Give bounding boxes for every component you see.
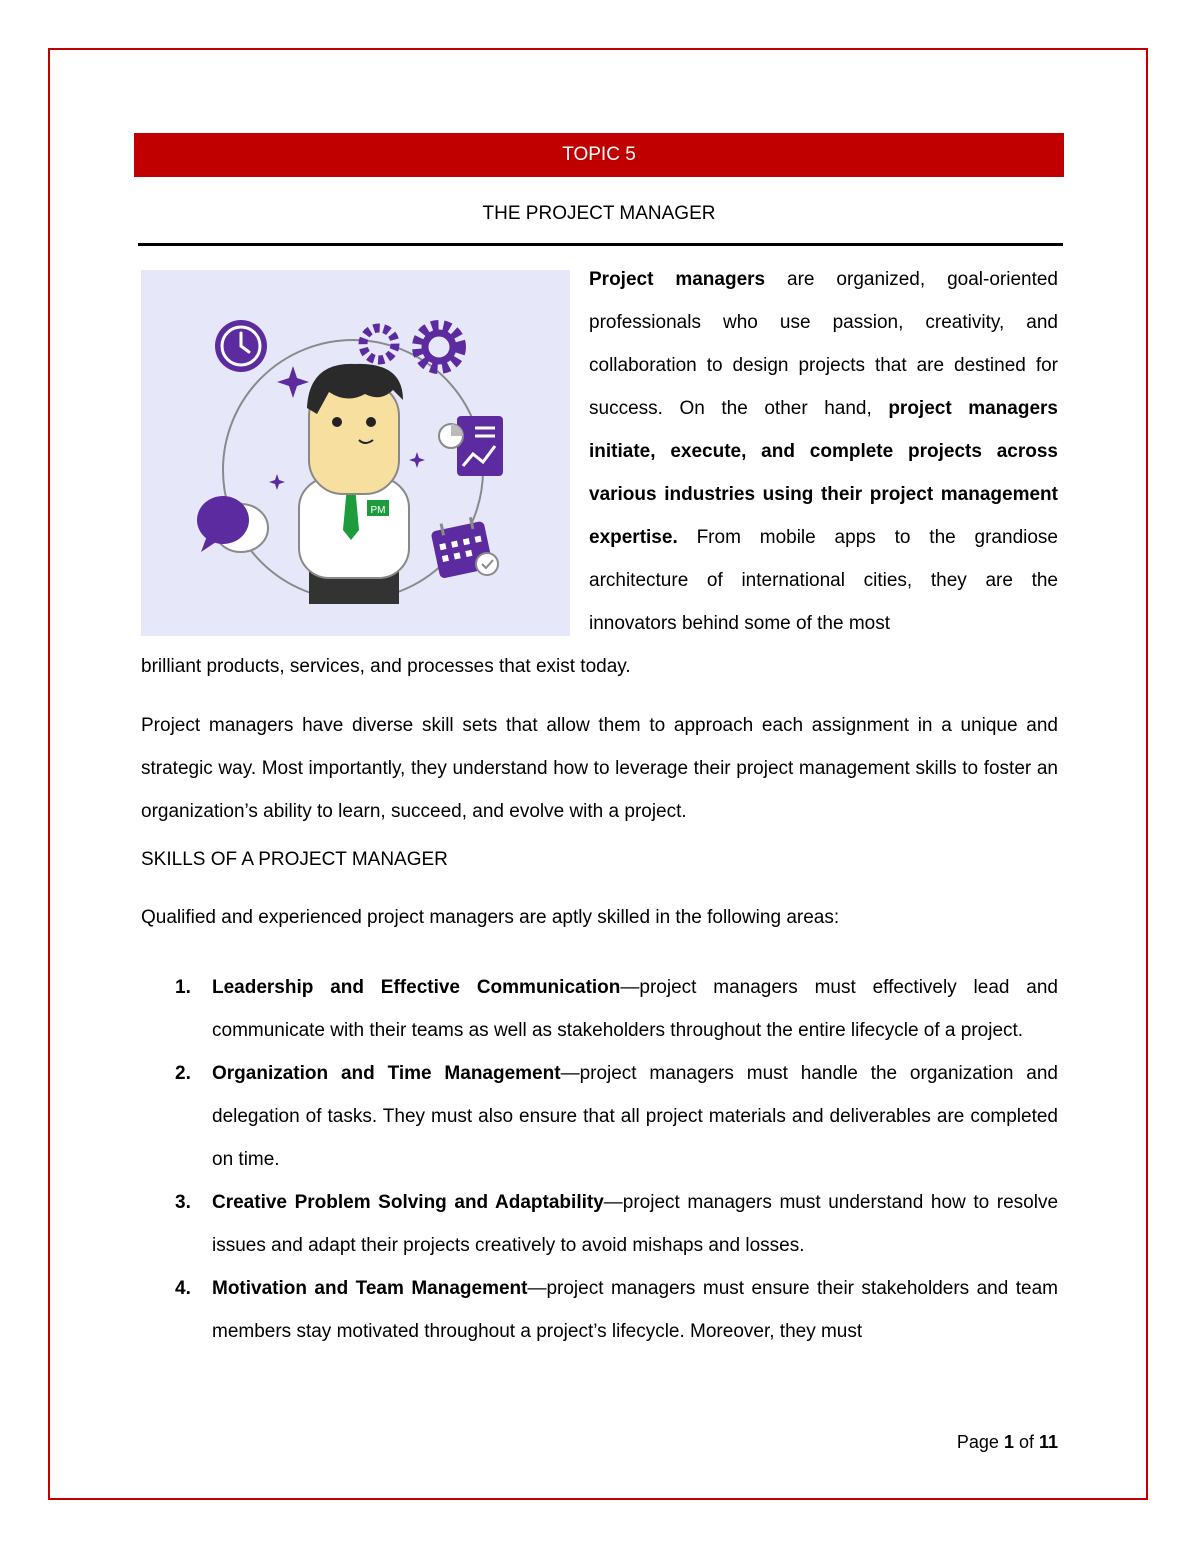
intro-bold-1: Project managers <box>589 269 766 290</box>
list-number: 3. <box>175 1192 191 1213</box>
manager-character <box>299 364 409 604</box>
list-item-title: Organization and Time Management <box>212 1063 561 1084</box>
intro-text-2: From mobile apps to the grandiose architecture of international cities, they are the innovators behind some of the most <box>589 527 1058 634</box>
topic-banner: TOPIC 5 <box>134 133 1064 177</box>
page-number <box>900 1432 1058 1453</box>
skills-lead-text: Qualified and experienced project managers are aptly skilled in the following areas: <box>141 907 840 928</box>
list-item-text: —project managers must understand how to resolve issues and adapt their projects creatively to avoid mishaps and losses. <box>212 1192 1059 1256</box>
list-item-title: Creative Problem Solving and Adaptability <box>212 1192 604 1213</box>
title-divider <box>138 243 1063 246</box>
project-manager-illustration <box>141 270 570 636</box>
skills-overview-paragraph: Project managers have diverse skill sets that allow them to approach each assignment in a unique and strategic way. Most importantly, they understand how to leverage their project management skills to foster an organization’s ability to learn, succeed, and evolve with a project. <box>141 715 1058 822</box>
total-pages: 11 <box>1038 1432 1058 1452</box>
list-item-title: Motivation and Team Management <box>212 1278 528 1299</box>
list-item-text: —project managers must handle the organization and delegation of tasks. They must also ensure that all project materials and deliverables are completed on time. <box>212 1063 1058 1170</box>
list-number: 1. <box>175 977 191 998</box>
clock-icon <box>215 320 267 372</box>
page-word: Page <box>956 1432 1004 1452</box>
list-item <box>141 966 1058 1052</box>
gear-icon <box>363 325 461 369</box>
list-number: 4. <box>175 1278 191 1299</box>
list-item <box>141 1181 1058 1267</box>
list-item-text: —project managers must ensure their stakeholders and team members stay motivated throughout a project’s lifecycle. Moreover, they must <box>212 1278 1058 1342</box>
badge-label: PM <box>370 505 386 516</box>
illustration-svg <box>141 270 570 636</box>
list-number: 2. <box>175 1063 191 1084</box>
list-item-text: —project managers must effectively lead and communicate with their teams as well as stakeholders throughout the entire lifecycle of a project. <box>212 977 1058 1041</box>
current-page: 1 <box>1003 1432 1014 1452</box>
list-item-title: Leadership and Effective Communication <box>212 977 621 998</box>
page-title: THE PROJECT MANAGER <box>482 203 716 224</box>
skills-list <box>141 966 1058 1353</box>
intro-continuation: brilliant products, services, and processes that exist today. <box>141 656 631 677</box>
list-item <box>141 1052 1058 1181</box>
check-icon <box>476 553 498 575</box>
intro-text-1: are organized, goal-oriented professionals who use passion, creativity, and collaboration to design projects that are destined for success. On the other hand, <box>589 269 1058 419</box>
intro-paragraph <box>589 258 1058 645</box>
report-icon <box>439 416 503 476</box>
section-heading: SKILLS OF A PROJECT MANAGER <box>141 849 448 870</box>
of-word: of <box>1013 1432 1039 1452</box>
intro-bold-2: project managers initiate, execute, and complete projects across various industries using their project management expertise. <box>589 398 1058 548</box>
chat-icon <box>197 496 268 552</box>
list-item <box>141 1267 1058 1353</box>
